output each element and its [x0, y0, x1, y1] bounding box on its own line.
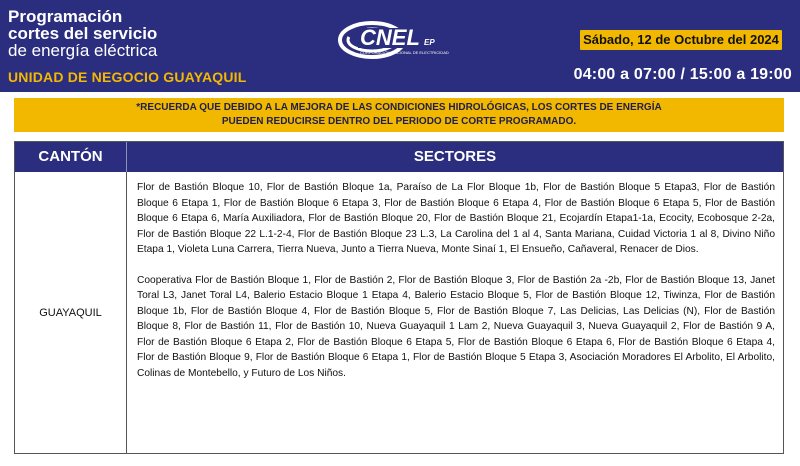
notice-line2: PUEDEN REDUCIRSE DENTRO DEL PERIODO DE CORTE PROGRAMADO. — [221, 116, 577, 127]
canton-cell — [15, 172, 127, 453]
sector-group-1: Flor de Bastión Bloque 10, Flor de Bastión Bloque 1a, Paraíso de La Flor Bloque 1b, Flor de Bastión Bloque 5 Etapa3, Flor de Bastión Bloque 6 Etapa 1, Flor de Bastión Bloque 6 Etapa 3, Flor de Bastión Bloque 6 Etapa 4, Flor de Bastión Bloque 6 Etapa 5, Flor de Bastión Bloque 6 Etapa 6, María Auxiliadora, Flor de Bastión Bloque 20, Flor de Bastión Bloque 21, Ecojardín Etapa1-1a, Ecocity, Ecobosque 2-2a, Flor de Bastión Bloque 22 L.1-2-4, Flor de Bastión Bloque 23 L.3, La Carolina del 1 al 4, Santa Mariana, Cuidad Victoria 1 al 8, Divino Niño Etapa 1, Violeta Luna Carrera, Tierra Nueva, Junto a Tierra Nueva, Monte Sinaí 1, El Ensueño, Cañaveral, Renacer de Dios. — [137, 182, 775, 255]
table-header — [15, 142, 783, 172]
program-title-line2: cortes del servicio — [8, 24, 158, 43]
program-title-line1: Programación — [8, 7, 123, 26]
header-sectores: SECTORES — [413, 148, 497, 165]
logo-text: CNEL — [360, 25, 420, 50]
logo-subtitle: CORPORACIÓN NACIONAL DE ELECTRICIDAD — [360, 50, 449, 55]
notice-line1: *RECUERDA QUE DEBIDO A LA MEJORA DE LAS CONDICIONES HIDROLÓGICAS, LOS CORTES DE ENERGÍA — [136, 102, 662, 113]
notice-section — [0, 92, 800, 138]
program-title — [8, 8, 157, 59]
table-row — [15, 172, 783, 453]
sectors-table — [14, 141, 784, 454]
sectores-cell — [127, 172, 783, 453]
canton-name: GUAYAQUIL — [39, 306, 102, 319]
header-canton: CANTÓN — [15, 142, 127, 172]
cnel-logo-graphic — [330, 14, 480, 66]
outage-time-range: 04:00 a 07:00 / 15:00 a 19:00 — [573, 66, 792, 83]
business-unit-label: UNIDAD DE NEGOCIO GUAYAQUIL — [8, 69, 247, 85]
sector-group-2: Cooperativa Flor de Bastión Bloque 1, Flor de Bastión 2, Flor de Bastión Bloque 3, Flor de Bastión 2a -2b, Flor de Bastión Bloque 13, Janet Toral L3, Janet Toral L4, Balerio Estacio Bloque 1 Etapa 4, Balerio Estacio Bloque 5, Flor de Bastión Bloque 12, Tiwinza, Flor de Bastión Bloque 1b, Flor de Bastión Bloque 4, Flor de Bastión Bloque 5, Flor de Bastión Bloque 7, Las Delicias, Las Delicias (N), Flor de Bastión Bloque 8, Flor de Bastión 11, Flor de Bastión 10, Nueva Guayaquil 1 Lam 2, Nueva Guayaquil 3, Nueva Guayaquil 2, Flor de Bastión 9 A, Flor de Bastión Bloque 6 Etapa 2, Flor de Bastión Bloque 6 Etapa 5, Flor de Bastión Bloque 6 Etapa 6, Flor de Bastión Bloque 6 Etapa 4, Flor de Bastión Bloque 9, Flor de Bastión Bloque 6 Etapa 1, Flor de Bastión Bloque 5 Etapa 3, Asociación Moradores El Arbolito, El Arbolito, Colinas de Montebello, y Futuro de Los Niños. — [137, 274, 775, 379]
program-title-line3: de energía eléctrica — [8, 41, 158, 60]
hydrology-notice — [14, 98, 784, 132]
cnel-logo — [330, 14, 480, 66]
schedule-date: Sábado, 12 de Octubre del 2024 — [580, 30, 782, 50]
header-banner — [0, 0, 800, 92]
logo-suffix: EP — [424, 38, 435, 47]
